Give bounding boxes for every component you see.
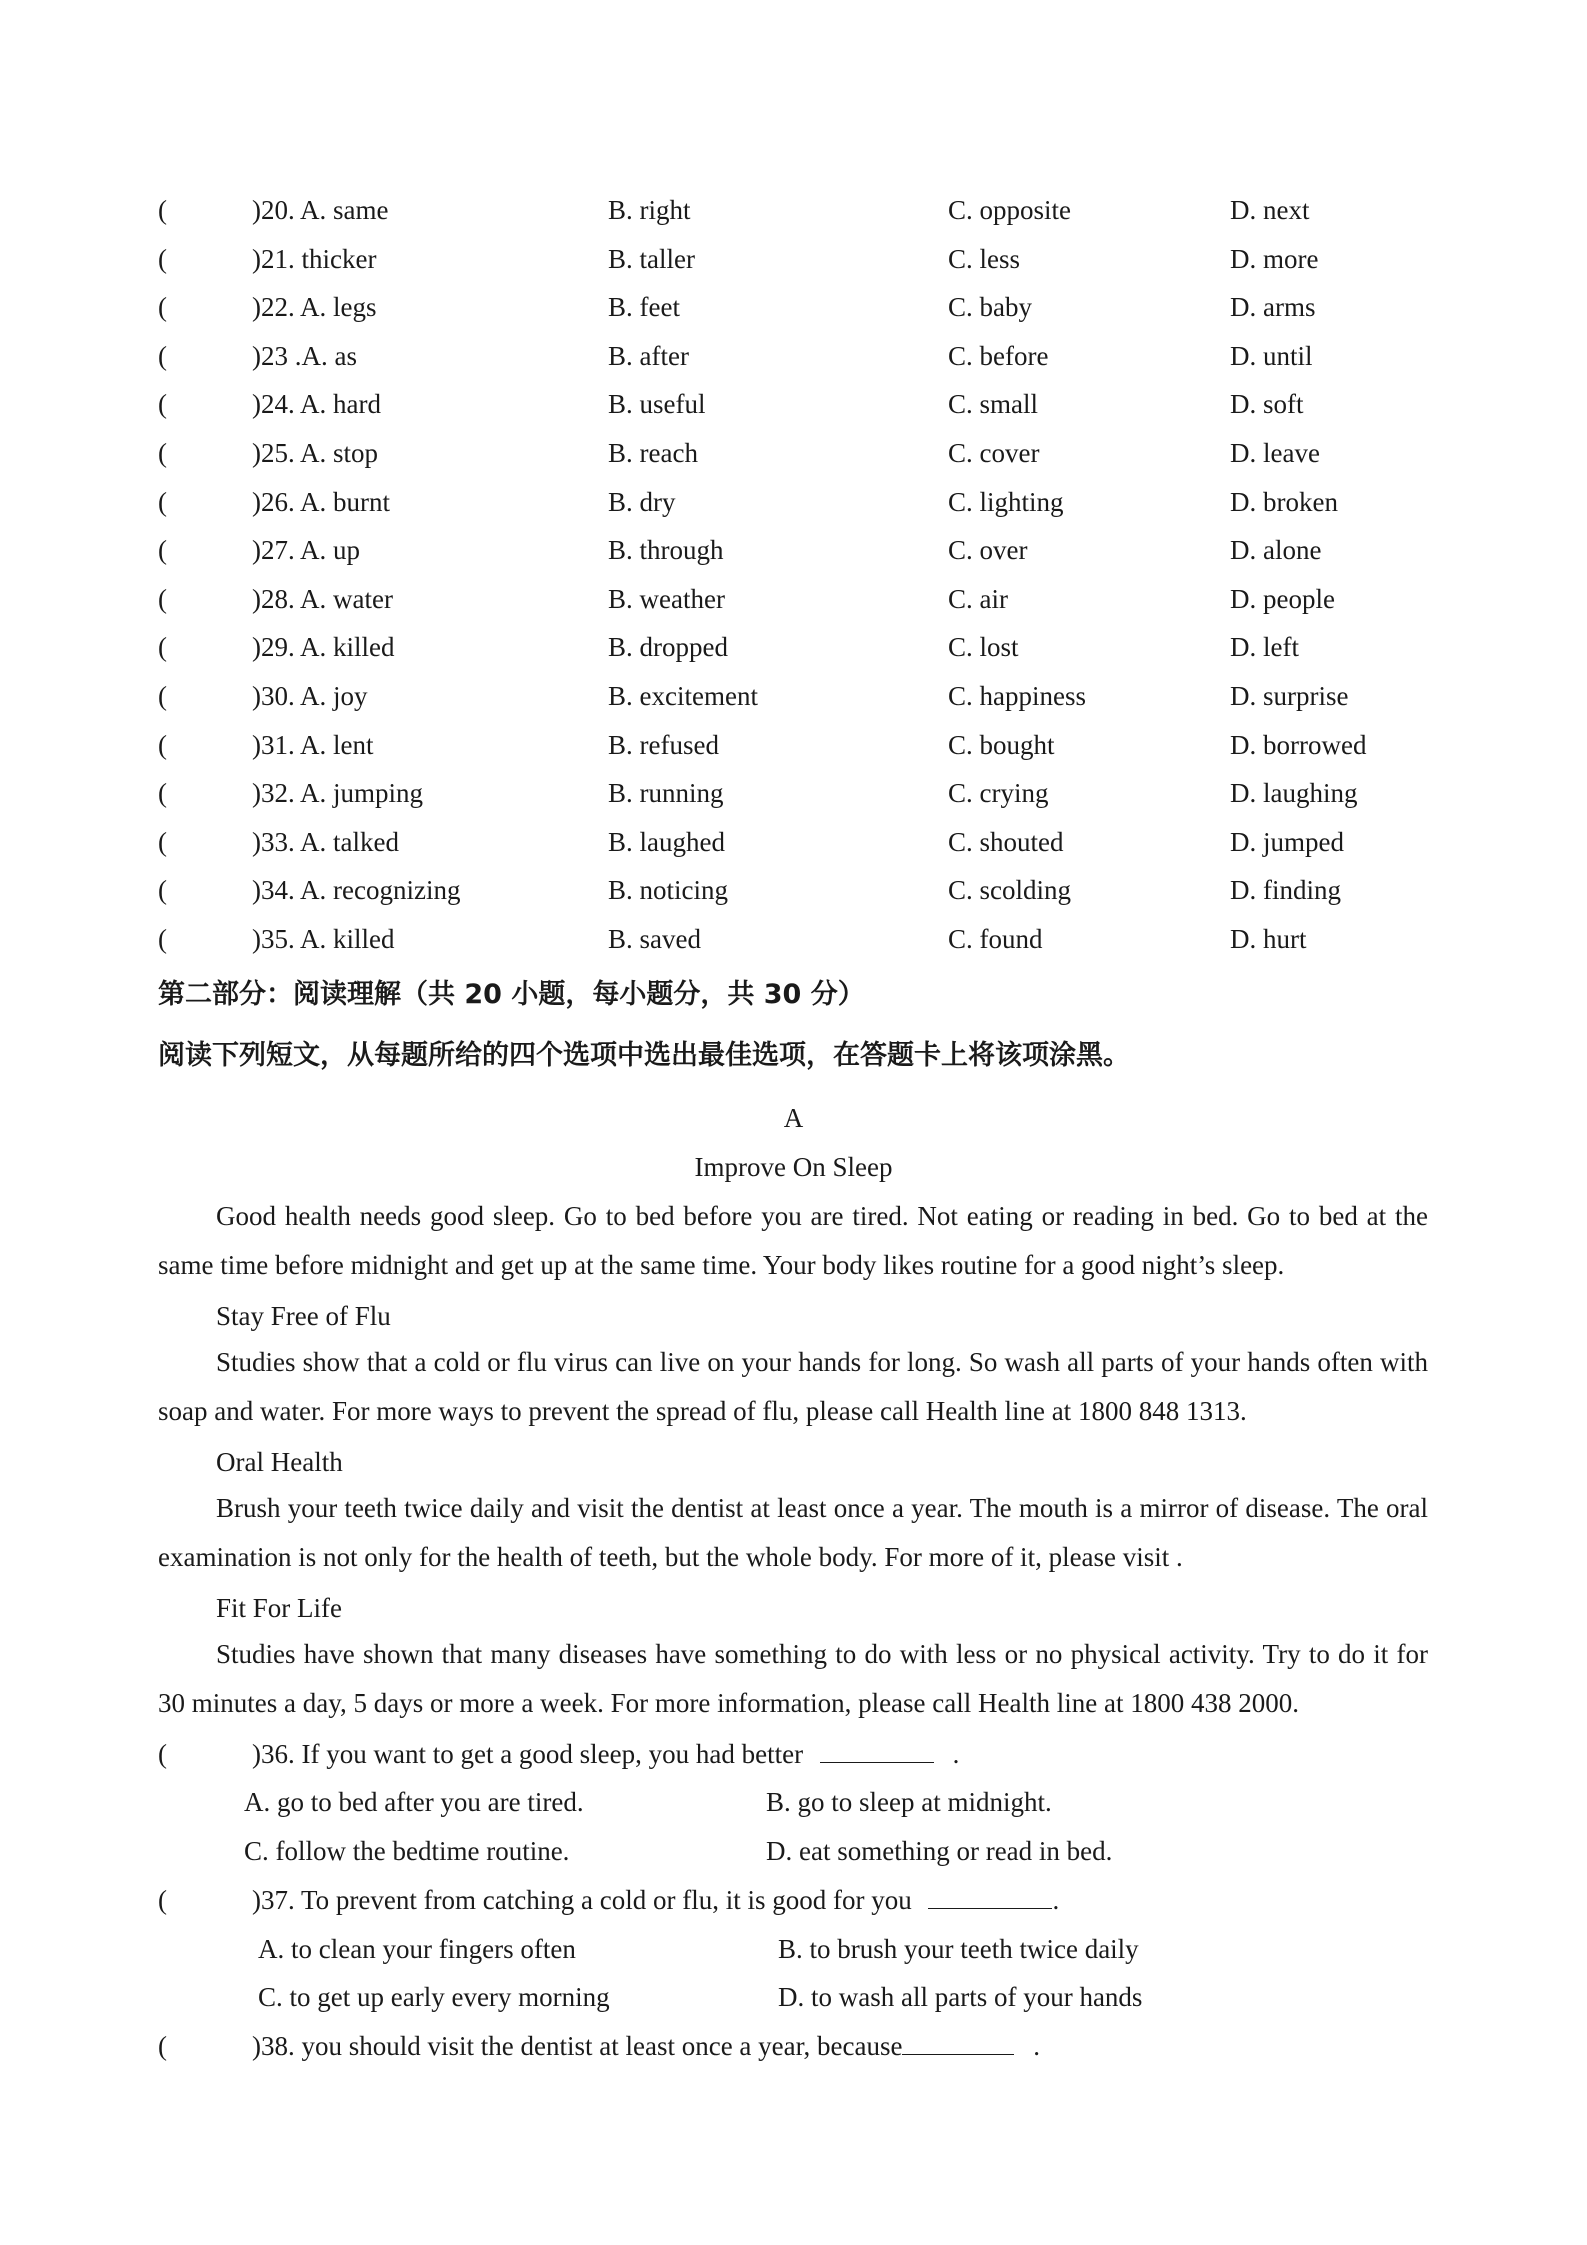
- passage-subheading-oral: Oral Health: [216, 1447, 343, 1477]
- option-a[interactable]: )26. A. burnt: [252, 486, 390, 517]
- option-36-c[interactable]: C. follow the bedtime routine.: [244, 1836, 570, 1866]
- option-a[interactable]: )24. A. hard: [252, 389, 381, 420]
- cloze-option-row: [0, 239, 1587, 279]
- option-c[interactable]: C. found: [948, 924, 1043, 954]
- section2-instruction: 阅读下列短文，从每题所给的四个选项中选出最佳选项，在答题卡上将该项涂黑。: [158, 1040, 1130, 1071]
- cloze-option-row: [0, 336, 1587, 376]
- option-a[interactable]: )25. A. stop: [252, 438, 379, 468]
- question-stem: )38. you should visit the dentist at least once a year, because: [252, 2031, 903, 2061]
- cloze-option-row: [0, 870, 1587, 910]
- passage-paragraph-4: Studies have shown that many diseases have something to do with less or no physical activity. Try to do it for 30 minutes a day, 5 days or more a week. For more information, please call Health line at 1800 438 2000.: [158, 1639, 1428, 1718]
- option-b[interactable]: B. through: [608, 535, 724, 566]
- question-paren: (: [158, 292, 167, 323]
- option-a[interactable]: )35. A. killed: [252, 924, 395, 954]
- passage-paragraph-3: Brush your teeth twice daily and visit the dentist at least once a year. The mouth is a mirror of disease. The oral examination is not only for the health of teeth, but the whole body. For more of it, please visit .: [158, 1493, 1428, 1572]
- option-b[interactable]: B. taller: [608, 243, 695, 274]
- cloze-option-row: [0, 725, 1587, 765]
- cloze-option-row: [0, 919, 1587, 959]
- option-c[interactable]: C. happiness: [948, 681, 1086, 711]
- option-d[interactable]: D. finding: [1230, 875, 1341, 906]
- option-b[interactable]: B. laughed: [608, 826, 725, 857]
- cloze-option-row: [0, 433, 1587, 473]
- option-b[interactable]: B. reach: [608, 438, 698, 468]
- option-37-a[interactable]: A. to clean your fingers often: [258, 1934, 576, 1964]
- option-c[interactable]: C. before: [948, 340, 1049, 371]
- cloze-option-row: [0, 822, 1587, 862]
- option-c[interactable]: C. scolding: [948, 875, 1072, 906]
- option-d[interactable]: D. next: [1230, 195, 1310, 225]
- question-paren: (: [158, 778, 167, 809]
- option-d[interactable]: D. laughing: [1230, 778, 1358, 809]
- option-b[interactable]: B. running: [608, 778, 724, 809]
- option-d[interactable]: D. more: [1230, 243, 1319, 274]
- question-paren: (: [158, 681, 167, 711]
- option-d[interactable]: D. surprise: [1230, 681, 1349, 711]
- passage-subheading-flu: Stay Free of Flu: [216, 1301, 391, 1331]
- question-paren: (: [158, 583, 167, 614]
- option-d[interactable]: D. people: [1230, 583, 1335, 614]
- option-c[interactable]: C. small: [948, 389, 1039, 420]
- option-b[interactable]: B. refused: [608, 729, 719, 760]
- passage-paragraph-2: Studies show that a cold or flu virus can live on your hands for long. So wash all parts of your hands often with soap and water. For more ways to prevent the spread of flu, please call Health line at 1800 848 1313.: [158, 1347, 1428, 1426]
- option-36-b[interactable]: B. go to sleep at midnight.: [766, 1787, 1052, 1817]
- option-a[interactable]: )20. A. same: [252, 195, 389, 225]
- question-end: .: [1052, 1885, 1060, 1915]
- cloze-option-row: [0, 482, 1587, 522]
- cloze-option-row: [0, 530, 1587, 570]
- option-36-a[interactable]: A. go to bed after you are tired.: [244, 1787, 584, 1817]
- option-a[interactable]: )31. A. lent: [252, 729, 374, 760]
- option-d[interactable]: D. arms: [1230, 292, 1316, 323]
- option-d[interactable]: D. soft: [1230, 389, 1304, 420]
- question-paren: (: [158, 340, 167, 371]
- option-b[interactable]: B. dropped: [608, 632, 728, 663]
- option-d[interactable]: D. broken: [1230, 486, 1338, 517]
- option-c[interactable]: C. less: [948, 243, 1021, 274]
- question-paren: (: [158, 535, 167, 566]
- cloze-option-row: [0, 287, 1587, 327]
- option-c[interactable]: C. crying: [948, 778, 1049, 809]
- question-paren: (: [158, 389, 167, 420]
- question-paren: (: [158, 2031, 167, 2061]
- question-paren: (: [158, 195, 167, 225]
- answer-blank[interactable]: [820, 1734, 934, 1763]
- option-b[interactable]: B. dry: [608, 486, 676, 517]
- option-a[interactable]: )32. A. jumping: [252, 778, 424, 809]
- option-c[interactable]: C. bought: [948, 729, 1055, 760]
- cloze-option-row: [0, 579, 1587, 619]
- option-c[interactable]: C. opposite: [948, 195, 1072, 225]
- option-d[interactable]: D. left: [1230, 632, 1299, 663]
- option-a[interactable]: )21. thicker: [252, 243, 377, 274]
- option-b[interactable]: B. useful: [608, 389, 706, 420]
- question-paren: (: [158, 826, 167, 857]
- option-a[interactable]: )23 .A. as: [252, 340, 357, 371]
- option-c[interactable]: C. air: [948, 583, 1008, 614]
- passage-title: Improve On Sleep: [694, 1152, 893, 1182]
- option-a[interactable]: )27. A. up: [252, 535, 360, 566]
- option-a[interactable]: )30. A. joy: [252, 681, 368, 711]
- option-b[interactable]: B. weather: [608, 583, 725, 614]
- question-end: .: [1033, 2031, 1040, 2061]
- option-c[interactable]: C. shouted: [948, 826, 1064, 857]
- cloze-option-row: [0, 773, 1587, 813]
- option-d[interactable]: D. hurt: [1230, 924, 1307, 954]
- option-b[interactable]: B. feet: [608, 292, 680, 323]
- cloze-option-row: [0, 627, 1587, 667]
- question-paren: (: [158, 729, 167, 760]
- question-stem: )36. If you want to get a good sleep, you had better: [252, 1739, 804, 1769]
- question-paren: (: [158, 1739, 167, 1769]
- question-paren: (: [158, 243, 167, 274]
- option-c[interactable]: C. baby: [948, 292, 1032, 323]
- cloze-option-row: [0, 384, 1587, 424]
- option-37-c[interactable]: C. to get up early every morning: [258, 1982, 610, 2012]
- question-stem: )37. To prevent from catching a cold or flu, it is good for you: [252, 1885, 912, 1915]
- option-37-b[interactable]: B. to brush your teeth twice daily: [778, 1934, 1139, 1964]
- question-paren: (: [158, 875, 167, 906]
- option-c[interactable]: C. lighting: [948, 486, 1064, 517]
- question-paren: (: [158, 632, 167, 663]
- question-paren: (: [158, 438, 167, 468]
- passage-paragraph-1: Good health needs good sleep. Go to bed before you are tired. Not eating or reading in bed. Go to bed at the same time before midnight and get up at the same time. Your body likes routine for a good night’s sleep.: [158, 1201, 1428, 1280]
- option-d[interactable]: D. borrowed: [1230, 729, 1367, 760]
- option-b[interactable]: B. right: [608, 195, 691, 225]
- option-b[interactable]: B. after: [608, 340, 689, 371]
- option-a[interactable]: )22. A. legs: [252, 292, 377, 323]
- option-a[interactable]: )33. A. talked: [252, 826, 399, 857]
- option-a[interactable]: )29. A. killed: [252, 632, 395, 663]
- option-d[interactable]: D. jumped: [1230, 826, 1344, 857]
- passage-subheading-fit: Fit For Life: [216, 1593, 342, 1623]
- option-a[interactable]: )34. A. recognizing: [252, 875, 461, 906]
- question-paren: (: [158, 1885, 167, 1915]
- section2-heading: 第二部分：阅读理解（共 20 小题，每小题分，共 30 分）: [158, 979, 865, 1010]
- option-c[interactable]: C. over: [948, 535, 1028, 566]
- question-end: .: [952, 1739, 960, 1769]
- option-36-d[interactable]: D. eat something or read in bed.: [766, 1836, 1113, 1866]
- cloze-option-row: [0, 676, 1587, 716]
- cloze-option-row: [0, 190, 1587, 230]
- option-d[interactable]: D. alone: [1230, 535, 1322, 566]
- answer-blank[interactable]: [902, 2026, 1014, 2055]
- option-b[interactable]: B. excitement: [608, 681, 758, 711]
- option-b[interactable]: B. saved: [608, 924, 701, 954]
- answer-blank[interactable]: [928, 1880, 1052, 1909]
- option-a[interactable]: )28. A. water: [252, 583, 393, 614]
- question-paren: (: [158, 924, 167, 954]
- option-37-d[interactable]: D. to wash all parts of your hands: [778, 1982, 1143, 2012]
- passage-label: A: [783, 1103, 804, 1133]
- option-c[interactable]: C. lost: [948, 632, 1019, 663]
- option-d[interactable]: D. until: [1230, 340, 1313, 371]
- option-b[interactable]: B. noticing: [608, 875, 728, 906]
- option-d[interactable]: D. leave: [1230, 438, 1320, 468]
- option-c[interactable]: C. cover: [948, 438, 1040, 468]
- question-paren: (: [158, 486, 167, 517]
